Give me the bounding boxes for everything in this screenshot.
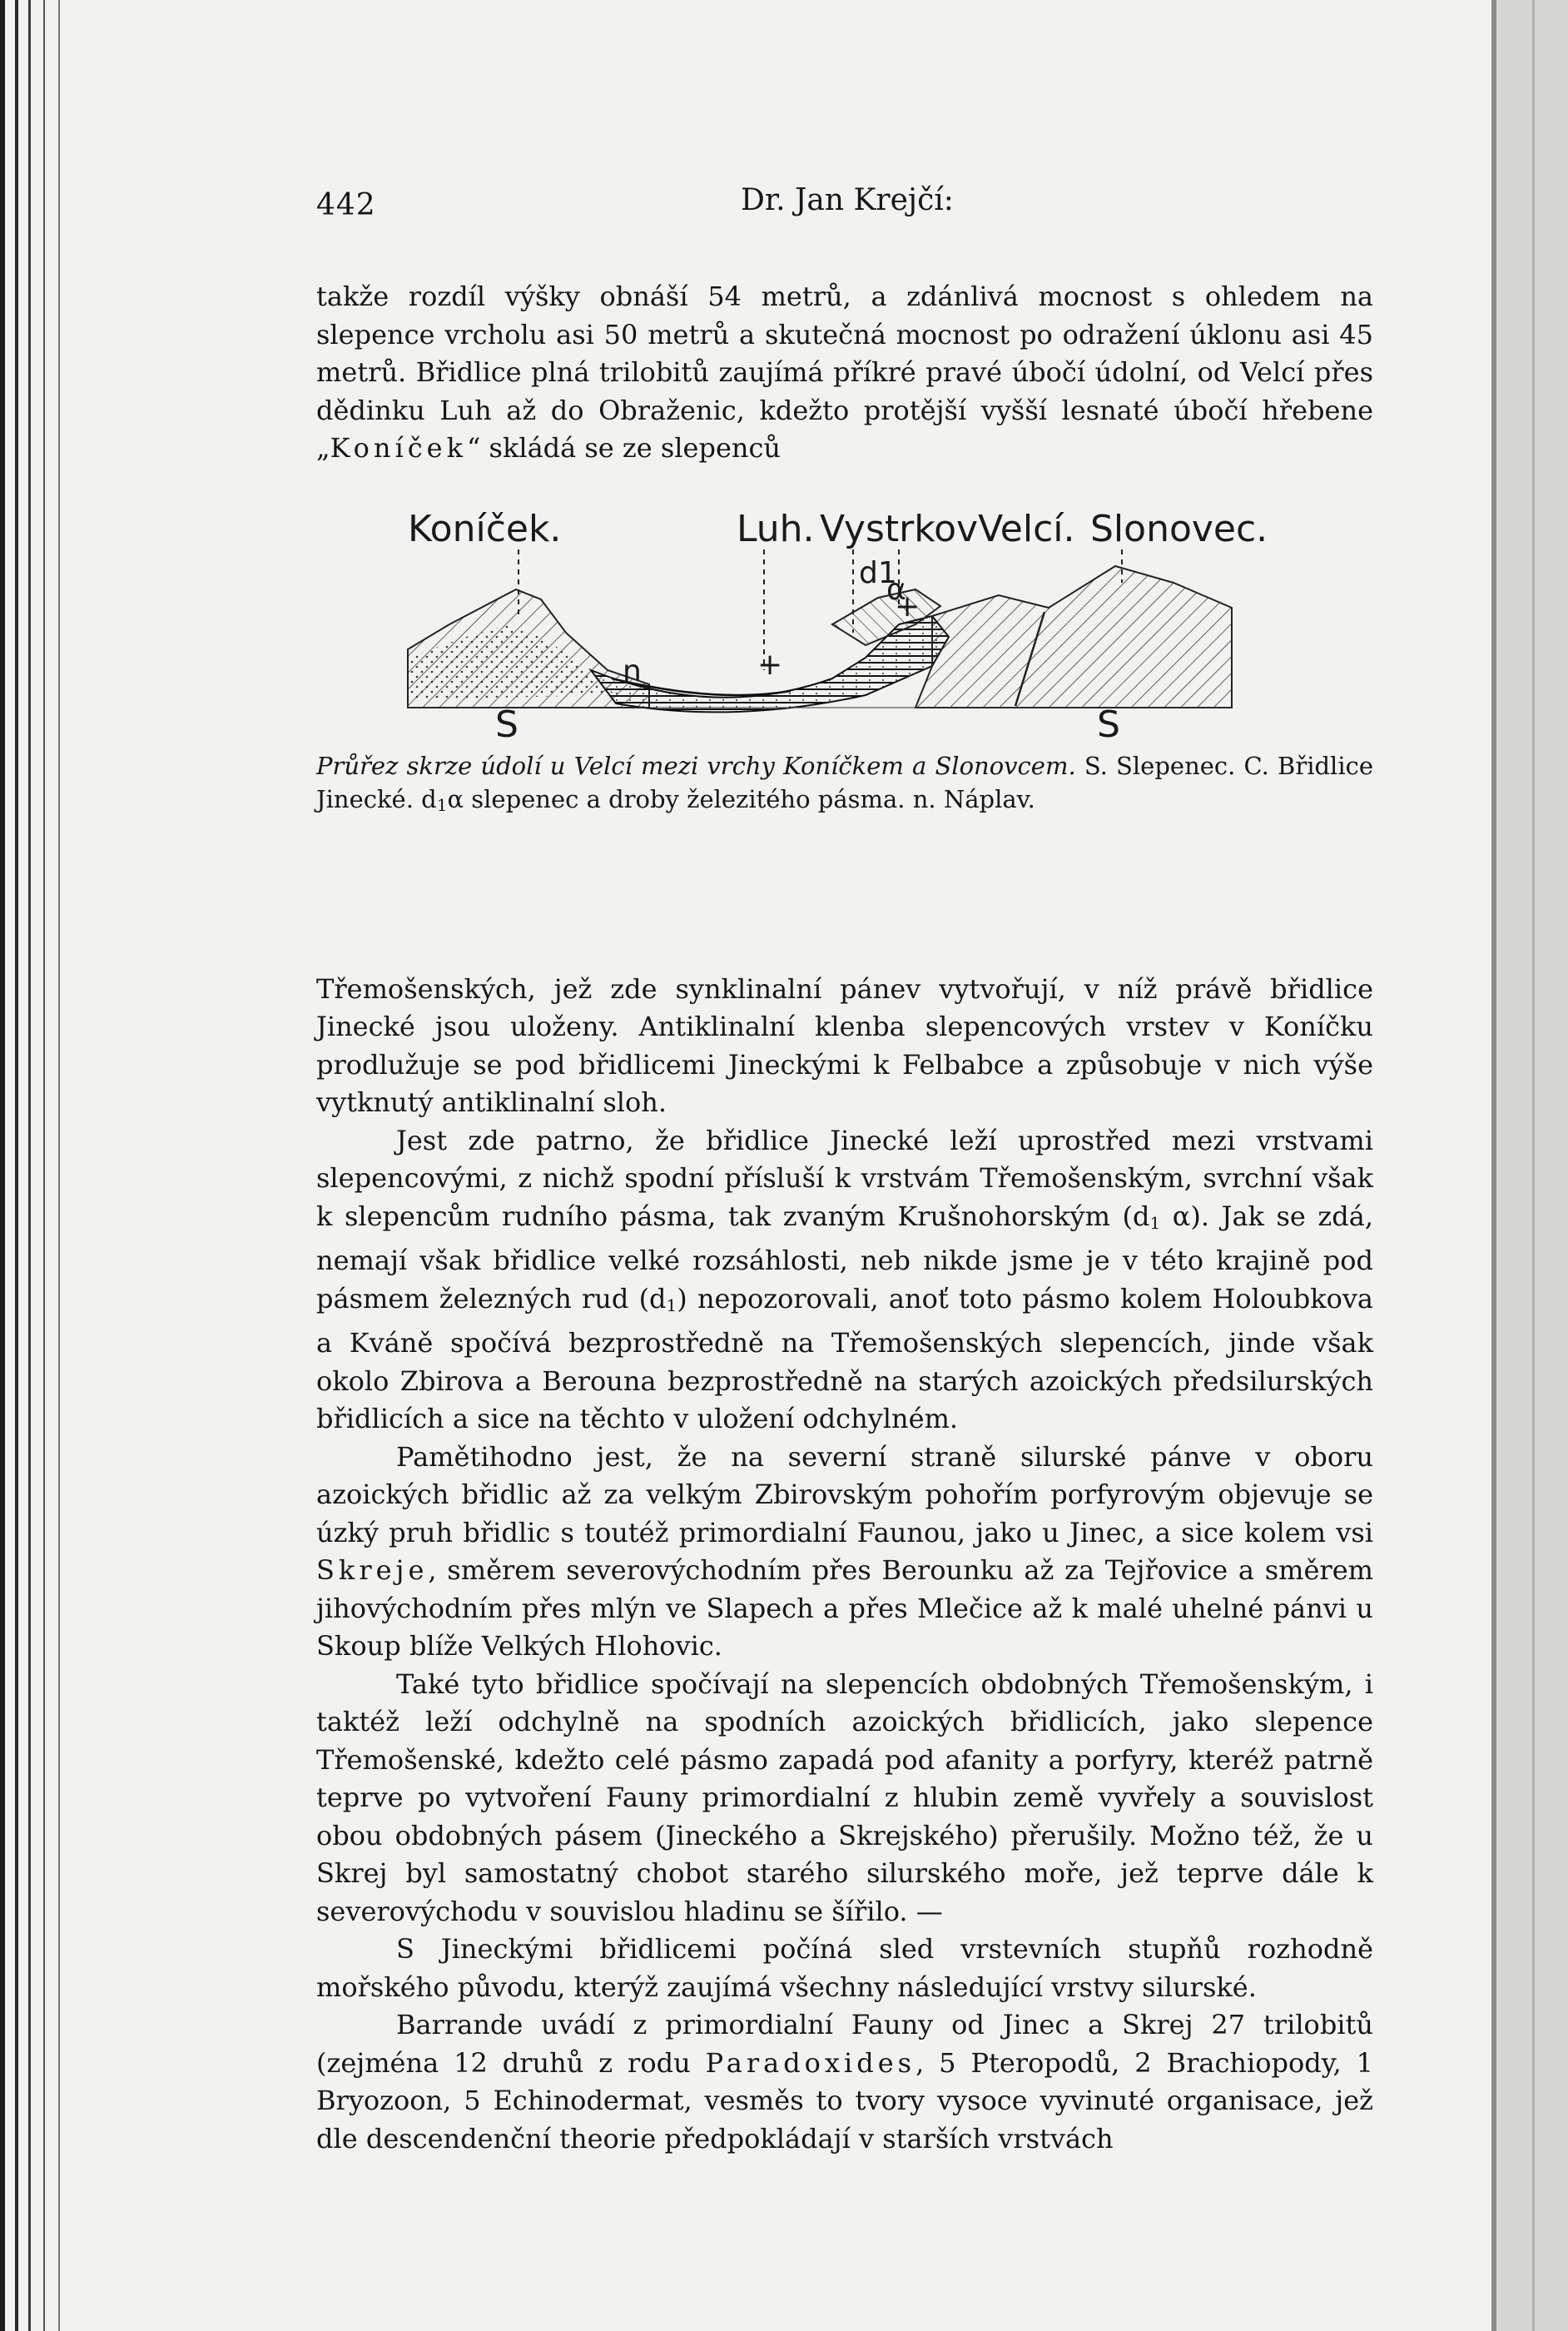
- page-edge: [15, 0, 18, 2331]
- paragraph: S Jineckými břidlicemi počíná sled vrstevních stupňů rozhodně mořského původu, kterýž zaujímá všechny následující vrstvy silurské.: [316, 1933, 1373, 2003]
- label-n: n: [623, 654, 642, 688]
- label-slonovec: Slonovec.: [1090, 507, 1268, 550]
- geological-cross-section: [399, 500, 1268, 746]
- running-title: Dr. Jan Krejčí:: [741, 183, 954, 217]
- text-run: Barrande uvádí z primordialní Fauny od Jinec a Skrej 27 trilobitů (zejména 12 druhů z rodu: [316, 2009, 1373, 2079]
- page-number: 442: [316, 188, 376, 222]
- spaced-name: Koníček: [330, 432, 467, 464]
- text-run: Jest zde patrno, že břidlice Jinecké leží uprostřed mezi vrstvami slepencovými, z nichž spodní přísluší k vrstvám Třemošenským, svrchní však k slepencům rudního pásma, tak zvaným Krušnohorským (d: [316, 1124, 1373, 1232]
- label-luh: Luh.: [737, 507, 815, 550]
- page-edge-right: [1491, 0, 1496, 2331]
- page-edge: [43, 0, 45, 2331]
- text-run: , směrem severovýchodním přes Berounku až za Tejřovice a směrem jihovýchodním přes mlýn ve Slapech a přes Mlečice až k malé uhelné pánvi u Skoup blíže Velkých Hlohovic.: [316, 1554, 1373, 1662]
- paragraph: Také tyto břidlice spočívají na slepencích obdobných Třemošenským, i taktéž leží odchylně na spodních azoických břidlicích, jako slepence Třemošenské, kdežto celé pásmo zapadá pod afanity a porfyry, kteréž patrně teprve po vytvoření Fauny primordialní z hlubin země vyvřely a souvislost obou obdobných pásem (Jineckého a Skrejského) přerušily. Možno též, že u Skrej byl samostatný chobot starého silurského moře, jež teprve dále k severovýchodu v souvislou hladinu se šířilo. —: [316, 1667, 1373, 1927]
- paragraph: [316, 1122, 1373, 1439]
- cross-section-figure: [316, 500, 1373, 966]
- page-edge: [0, 0, 5, 2331]
- paragraph: [316, 2006, 1373, 2158]
- text-run: Pamětihodno jest, že na severní straně silurské pánve v oboru azoických břidlic až za velkým Zbirovským pohořím porfyrovým objevuje se úzký pruh břidlic s toutéž primordialní Faunou, jako u Jinec, a sice kolem vsi: [316, 1440, 1373, 1548]
- text-run: ) nepozorovali, anoť toto pásmo kolem Holoubkova a Kváně spočívá bezprostředně na Třemošenských slepencích, jinde však okolo Zbirova a Berouna bezprostředně na starých azoických předsilurských břidlicích a sice na těchto v uložení odchylném.: [316, 1282, 1374, 1434]
- paragraph: [316, 1439, 1373, 1666]
- label-konicek: Koníček.: [408, 507, 562, 550]
- text-run: , 5 Pteropodů, 2 Brachiopody, 1 Bryozoon, 5 Echinodermat, vesměs to tvory vysoce vyvinuté organisace, jež dle descendenční theorie předpokládají v starších vrstvách: [316, 2046, 1374, 2155]
- caption-text: α slepenec a droby železitého pásma. n. Náplav.: [447, 784, 1035, 813]
- text-run: “ skládá se ze slepenců: [466, 432, 782, 464]
- caption-title: Průřez skrze údolí u Velcí mezi vrchy Koníčkem a Slonovcem.: [316, 751, 1076, 780]
- subscript: 1: [1149, 1212, 1161, 1233]
- text-run: α). Jak se zdá, nemají však břidlice velké rozsáhlosti, neb nikde jsme je v této krajině pod pásmem železných rud (d: [316, 1200, 1374, 1315]
- caption-subscript: 1: [436, 794, 448, 815]
- page-header: [316, 183, 1373, 233]
- label-plus-1: +: [757, 647, 783, 682]
- book-page: [316, 183, 1373, 2158]
- page-edge-right: [1532, 0, 1535, 2331]
- label-s-right: S: [1097, 703, 1120, 746]
- conglomerate-right: [915, 566, 1232, 708]
- text-run: takže rozdíl výšky obnáší 54 metrů, a zdánlivá mocnost s ohledem na slepence vrcholu asi 50 metrů a skutečná mocnost po odražení úklonu asi 45 metrů. Břidlice plná trilobitů zaujímá příkré pravé úbočí údolní, od Velcí přes dědinku Luh až do Obraženic, kdežto protější vyšší lesnaté úbočí hřebene „: [316, 281, 1373, 464]
- label-alpha: α: [886, 572, 906, 607]
- main-text: [316, 971, 1373, 2159]
- intro-paragraph: [316, 278, 1373, 468]
- spaced-name: Paradoxides: [705, 2046, 916, 2079]
- label-plus-2: +: [895, 589, 920, 624]
- caption-text: S. Slepenec. C. Břidlice Jinecké. d: [316, 751, 1374, 813]
- label-vystrkov-velci: VystrkovVelcí.: [820, 507, 1075, 550]
- figure-caption: [316, 749, 1373, 822]
- label-s-left: S: [495, 703, 519, 746]
- page-margin-right: [1493, 0, 1568, 2331]
- subscript: 1: [666, 1295, 677, 1315]
- spaced-name: Skreje: [316, 1554, 429, 1586]
- page-edge: [28, 0, 31, 2331]
- page-edge: [58, 0, 60, 2331]
- label-d1: d1: [859, 555, 897, 590]
- paragraph: Třemošenských, jež zde synklinalní pánev vytvořují, v níž právě břidlice Jinecké jsou uloženy. Antiklinalní klenba slepencových vrstev v Koníčku prodlužuje se pod břidlicemi Jineckými k Felbabce a způsobuje v nich výše vytknutý antiklinalní sloh.: [316, 972, 1373, 1118]
